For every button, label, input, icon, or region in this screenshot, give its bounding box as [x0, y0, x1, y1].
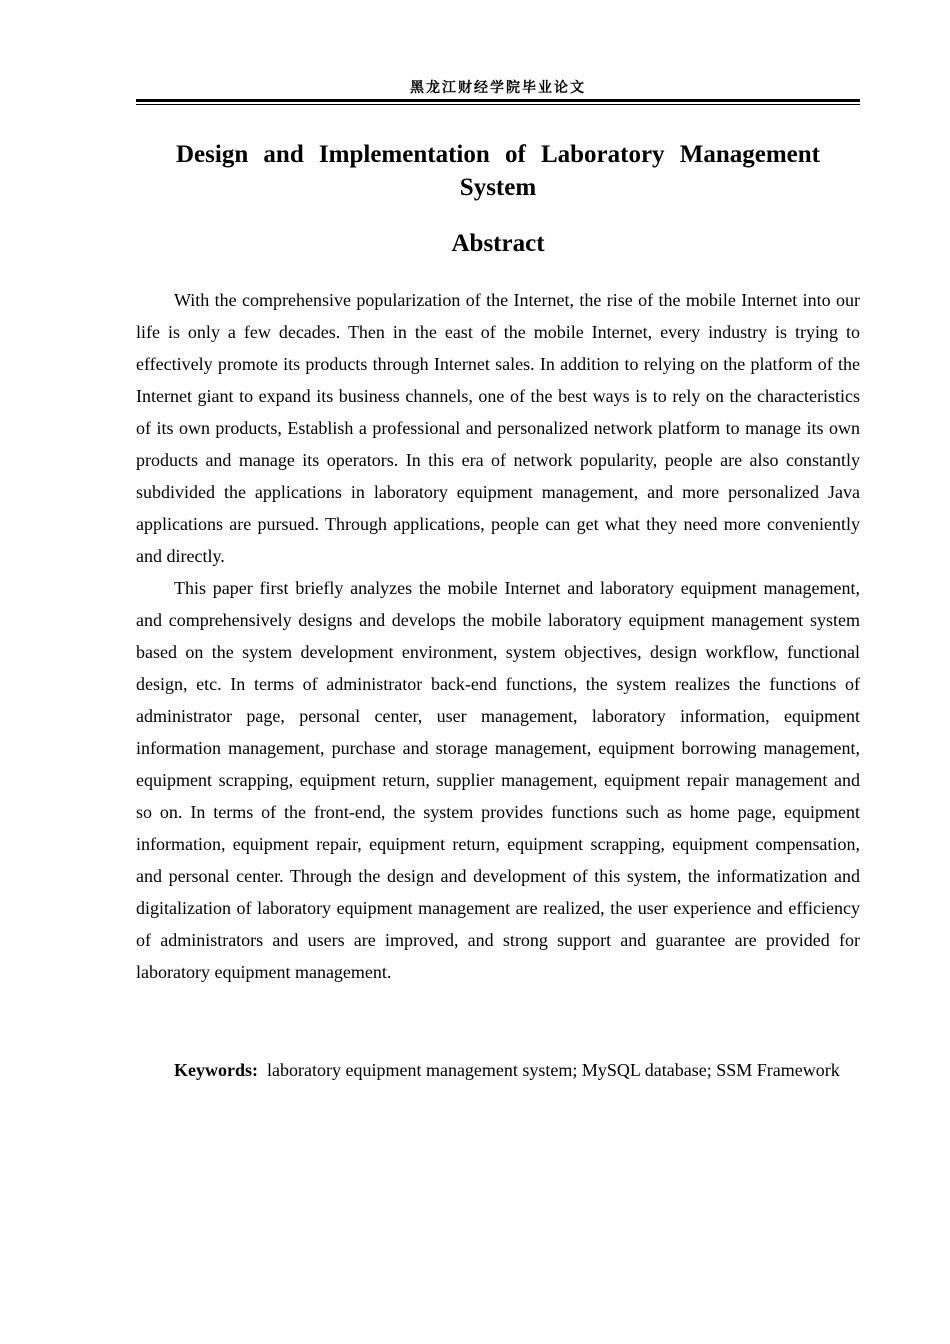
running-header: 黑龙江财经学院毕业论文 — [410, 80, 586, 96]
abstract-heading: Abstract — [451, 230, 545, 257]
header-rule-thick — [136, 99, 860, 102]
abstract-body — [136, 284, 860, 988]
abstract-paragraph-1: With the comprehensive popularization of the Internet, the rise of the mobile Internet into our life is only a few decades. Then in the east of the mobile Internet, every industry is trying to effectively promote its products through Internet sales. In addition to relying on the platform of the Internet giant to expand its business channels, one of the best ways is to rely on the characteristics of its own products, Establish a professional and personalized network platform to manage its own products and manage its operators. In this era of network popularity, people are also constantly subdivided the applications in laboratory equipment management, and more personalized Java applications are pursued. Through applications, people can get what they need more conveniently and directly. — [136, 290, 860, 566]
keywords-text: laboratory equipment management system; MySQL database; SSM Framework — [267, 1060, 840, 1080]
header-rule-thin — [136, 104, 860, 105]
keywords-line — [136, 1054, 860, 1086]
abstract-paragraph-2: This paper first briefly analyzes the mobile Internet and laboratory equipment management, and comprehensively designs and develops the mobile laboratory equipment management system based on the system development environment, system objectives, design workflow, functional design, etc. In terms of administrator back-end functions, the system realizes the functions of administrator page, personal center, user management, laboratory information, equipment information management, purchase and storage management, equipment borrowing management, equipment scrapping, equipment return, supplier management, equipment repair management and so on. In terms of the front-end, the system provides functions such as home page, equipment information, equipment repair, equipment return, equipment scrapping, equipment compensation, and personal center. Through the design and development of this system, the informatization and digitalization of laboratory equipment management are realized, the user experience and efficiency of administrators and users are improved, and strong support and guarantee are provided for laboratory equipment management. — [136, 578, 860, 982]
document-title: Design and Implementation of Laboratory Management System — [176, 141, 820, 201]
keywords-label: Keywords: — [174, 1060, 258, 1080]
